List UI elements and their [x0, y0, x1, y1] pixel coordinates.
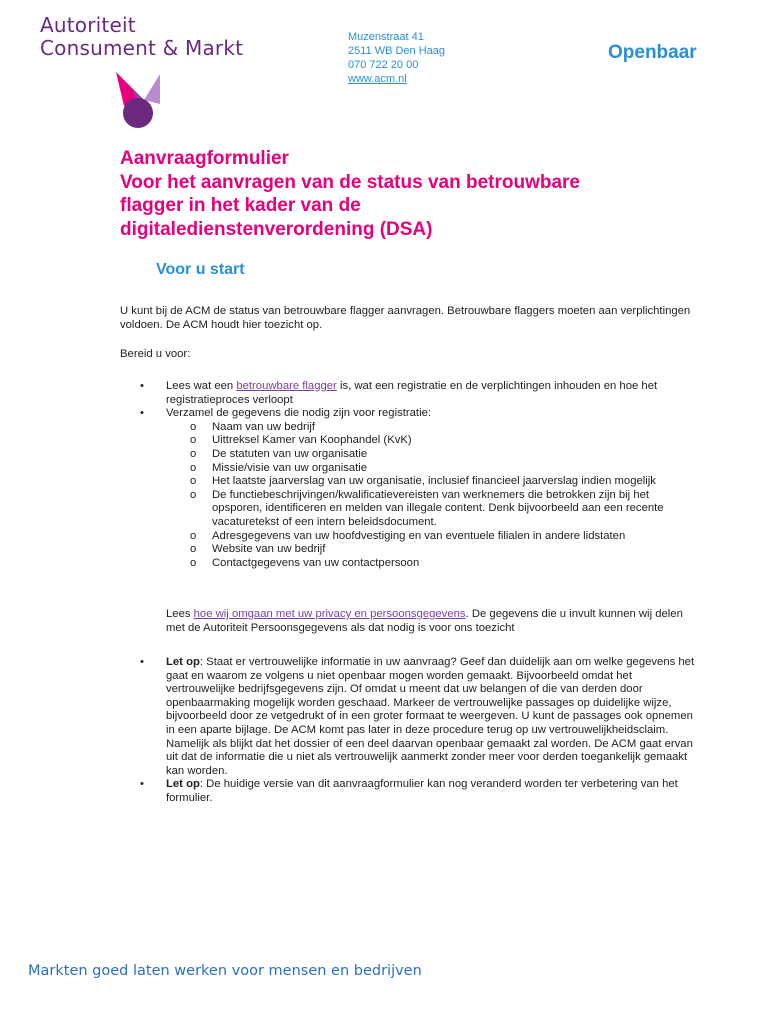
list-item: o Uittreksel Kamer van Koophandel (KvK)	[166, 434, 700, 448]
address-phone: 070 722 20 00	[348, 59, 419, 71]
preparation-list	[140, 380, 700, 570]
address-city: 2511 WB Den Haag	[348, 45, 446, 57]
list-item	[140, 656, 700, 778]
privacy-text-after: . De gegevens die u invult kunnen wij delen met de Autoriteit Persoonsgegevens als dat nodig is voor ons toezicht	[166, 608, 683, 634]
list-item: o Naam van uw bedrijf	[166, 421, 700, 435]
bullet1-text-after: is, wat een registratie en de verplichtingen inhouden en hoe het registratieproces verloopt	[166, 380, 658, 406]
list-item: o Contactgegevens van uw contactpersoon	[166, 557, 700, 571]
list-item: o Website van uw bedrijf	[166, 543, 700, 557]
organization-logo-text	[40, 14, 243, 60]
note1-text: : Staat er vertrouwelijke informatie in uw aanvraag? Geef dan duidelijk aan om welke gegevens het gaat en waarom ze volgens u niet openbaar mogen worden gemaakt. Bijvoorbeeld omdat het vertrouwelijke bedrijfsgegevens zijn. Of omdat u meent dat uw belangen of die van derden door openbaarmaking mogelijk worden geschaad. Markeer de vertrouwelijke passages op duidelijke wijze, bijvoorbeeld door ze vetgedrukt of in een groter formaat te weergeven. U kunt de passages ook opnemen in een aparte bijlage. De ACM komt pas later in deze procedure terug op uw vertrouwelijkheidsclaim. Namelijk als blijkt dat het dossier of een deel daarvan openbaar gemaakt zal worden. De ACM gaat ervan uit dat de informatie die u niet als vertrouwelijk aanmerkt zonder meer voor derden toegankelijk gemaakt kan worden.	[166, 656, 695, 777]
address-street: Muzenstraat 41	[348, 31, 424, 43]
intro-paragraph: U kunt bij de ACM de status van betrouwbare flagger aanvragen. Betrouwbare flaggers moeten aan verplichtingen voldoen. De ACM houdt hier toezicht op.	[120, 305, 691, 331]
list-item: o Missie/visie van uw organisatie	[166, 462, 700, 476]
section-heading: Voor u start	[156, 261, 245, 278]
required-data-list	[166, 421, 700, 571]
privacy-text-before: Lees	[166, 608, 194, 620]
address-block	[348, 30, 445, 86]
logo-line-1: Autoriteit	[40, 13, 136, 37]
note2-text: : De huidige versie van dit aanvraagformulier kan nog veranderd worden ter verbetering van het formulier.	[166, 778, 678, 804]
title-line-2: Voor het aanvragen van de status van betrouwbare	[120, 171, 580, 193]
list-item	[140, 407, 700, 570]
website-link[interactable]: www.acm.nl	[348, 73, 407, 85]
list-item: o Het laatste jaarverslag van uw organisatie, inclusief financieel jaarverslag indien mogelijk	[166, 475, 700, 489]
title-line-3: flagger in het kader van de	[120, 195, 361, 216]
trusted-flagger-link[interactable]: betrouwbare flagger	[236, 380, 337, 392]
list-item	[140, 380, 700, 407]
list-item: o De functiebeschrijvingen/kwalificatievereisten van werknemers die betrokken zijn bij het opsporen, identificeren en melden van illegale content. Denk bijvoorbeeld aan een recente vacaturetekst of een intern beleidsdocument.	[166, 489, 700, 530]
prepare-label: Bereid u voor:	[120, 348, 191, 360]
title-line-4: digitaledienstenverordening (DSA)	[120, 218, 433, 240]
list-item: o De statuten van uw organisatie	[166, 448, 700, 462]
footer-tagline: Markten goed laten werken voor mensen en bedrijven	[28, 963, 422, 979]
classification-label: Openbaar	[608, 42, 697, 63]
list-item	[140, 778, 700, 805]
document-title	[120, 147, 720, 241]
bullet1-text-before: Lees wat een	[166, 380, 237, 392]
logo-mark-icon	[114, 70, 162, 128]
privacy-link[interactable]: hoe wij omgaan met uw privacy en persoonsgegevens	[193, 608, 466, 620]
note1-label: Let op	[166, 656, 200, 668]
notes-list	[140, 656, 700, 806]
title-line-1: Aanvraagformulier	[120, 148, 289, 169]
list-item: o Adresgegevens van uw hoofdvestiging en van eventuele filialen in andere lidstaten	[166, 530, 700, 544]
note2-label: Let op	[166, 778, 200, 791]
logo-line-2: Consument & Markt	[40, 36, 244, 60]
privacy-paragraph	[166, 608, 696, 635]
bullet2-text: Verzamel de gegevens die nodig zijn voor registratie:	[166, 407, 432, 420]
